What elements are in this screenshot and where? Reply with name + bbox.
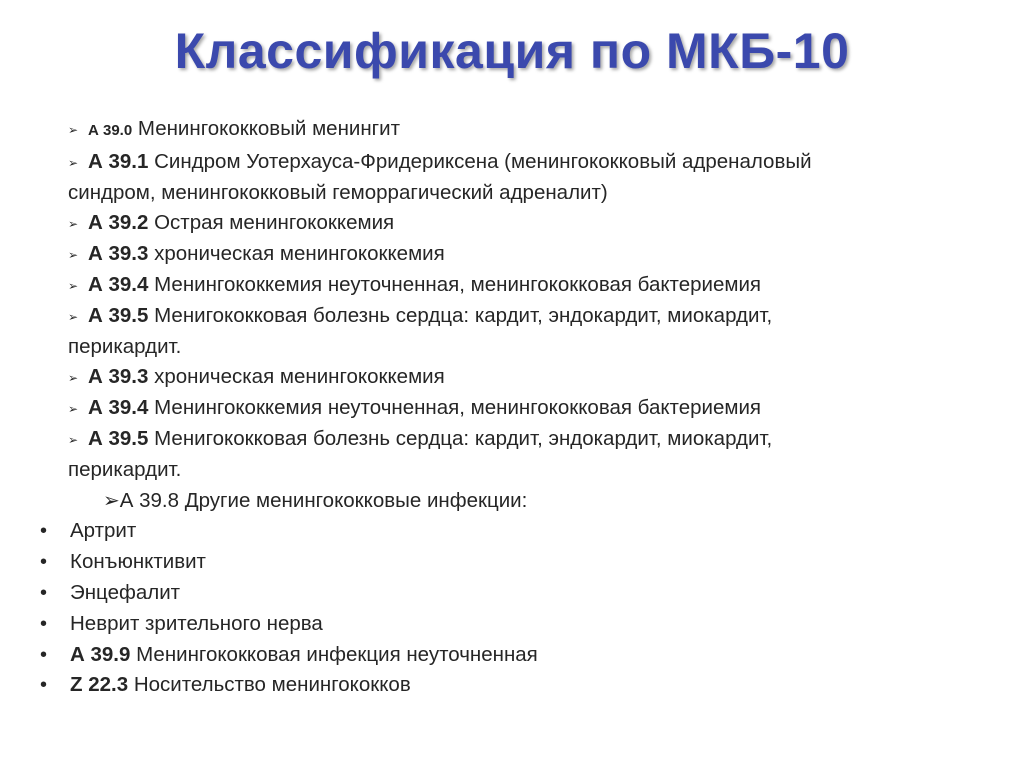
arrow-bullet-icon: ➢ [68, 248, 79, 263]
bullet-dot-icon: • [40, 674, 48, 697]
item-text: Менигококковая болезнь сердца: кардит, эндокардит, миокардит, [154, 426, 773, 450]
item-text: Менингококковый менингит [137, 117, 400, 140]
item-code: А 39.5 [88, 426, 149, 450]
arrow-bullet-icon: ➢ [68, 123, 79, 137]
list-item-continuation: синдром, менингококковый геморрагический адреналит) [68, 180, 608, 204]
item-code: А 39.2 [88, 211, 149, 235]
arrow-bullet-icon: ➢ [68, 402, 79, 417]
bullet-dot-icon: • [40, 612, 48, 635]
list-item-continuation: перикардит. [68, 457, 182, 481]
list-item [40, 270, 980, 301]
list-item [40, 114, 980, 147]
bullet-item [40, 516, 980, 547]
bullet-item [40, 609, 980, 640]
item-code: А 39.4 [88, 396, 149, 420]
bullet-dot-icon: • [40, 520, 48, 543]
bullet-code: А 39.9 [70, 642, 131, 666]
list-item [40, 239, 980, 270]
arrow-bullet-icon: ➢ [68, 371, 79, 386]
bullet-item [40, 670, 980, 701]
item-code: А 39.3 [88, 242, 149, 266]
slide-title: Классификация по МКБ-10 [174, 23, 850, 79]
item-code: А 39.1 [88, 149, 149, 173]
sub-heading [40, 486, 980, 517]
arrow-bullet-icon: ➢ [103, 489, 120, 512]
bullet-item [40, 547, 980, 578]
item-text: Менингококкемия неуточненная, менингококковая бактериемия [154, 272, 762, 296]
list-item [40, 424, 980, 455]
list-item-continuation: перикардит. [68, 334, 182, 358]
list-item [40, 362, 980, 393]
bullet-text: Конъюнктивит [70, 550, 206, 574]
item-code: А 39.0 [88, 122, 133, 139]
item-text: Острая менингококкемия [154, 211, 395, 235]
arrow-bullet-icon: ➢ [68, 278, 79, 293]
arrow-bullet-icon: ➢ [68, 217, 79, 232]
item-code: А 39.3 [88, 365, 149, 389]
item-code: А 39.5 [88, 303, 149, 327]
bullet-text: Энцефалит [70, 580, 181, 604]
bullet-item [40, 640, 980, 671]
item-text: Синдром Уотерхауса-Фридериксена (менингококковый адреналовый [154, 149, 812, 173]
list-item [40, 393, 980, 424]
item-code: А 39.4 [88, 272, 149, 296]
bullet-text: Артрит [70, 519, 137, 543]
arrow-bullet-icon: ➢ [68, 432, 79, 447]
bullet-dot-icon: • [40, 581, 48, 604]
list-item [40, 301, 980, 332]
classification-list [40, 114, 980, 701]
item-text: Менигококковая болезнь сердца: кардит, эндокардит, миокардит, [154, 303, 773, 327]
bullet-text: Носительство менингококков [133, 673, 411, 697]
list-item [40, 208, 980, 239]
bullet-item [40, 578, 980, 609]
sub-heading-text: А 39.8 Другие менингококковые инфекции: [119, 488, 528, 512]
list-item [40, 147, 980, 178]
arrow-bullet-icon: ➢ [68, 309, 79, 324]
bullet-text: Неврит зрительного нерва [70, 611, 323, 635]
item-text: Менингококкемия неуточненная, менингококковая бактериемия [154, 396, 762, 420]
bullet-code: Z 22.3 [70, 673, 129, 697]
bullet-dot-icon: • [40, 551, 48, 574]
item-text: хроническая менингококкемия [154, 242, 445, 266]
arrow-bullet-icon: ➢ [68, 155, 79, 170]
bullet-text: Менингококковая инфекция неуточненная [136, 642, 538, 666]
item-text: хроническая менингококкемия [154, 365, 445, 389]
bullet-dot-icon: • [40, 643, 48, 666]
